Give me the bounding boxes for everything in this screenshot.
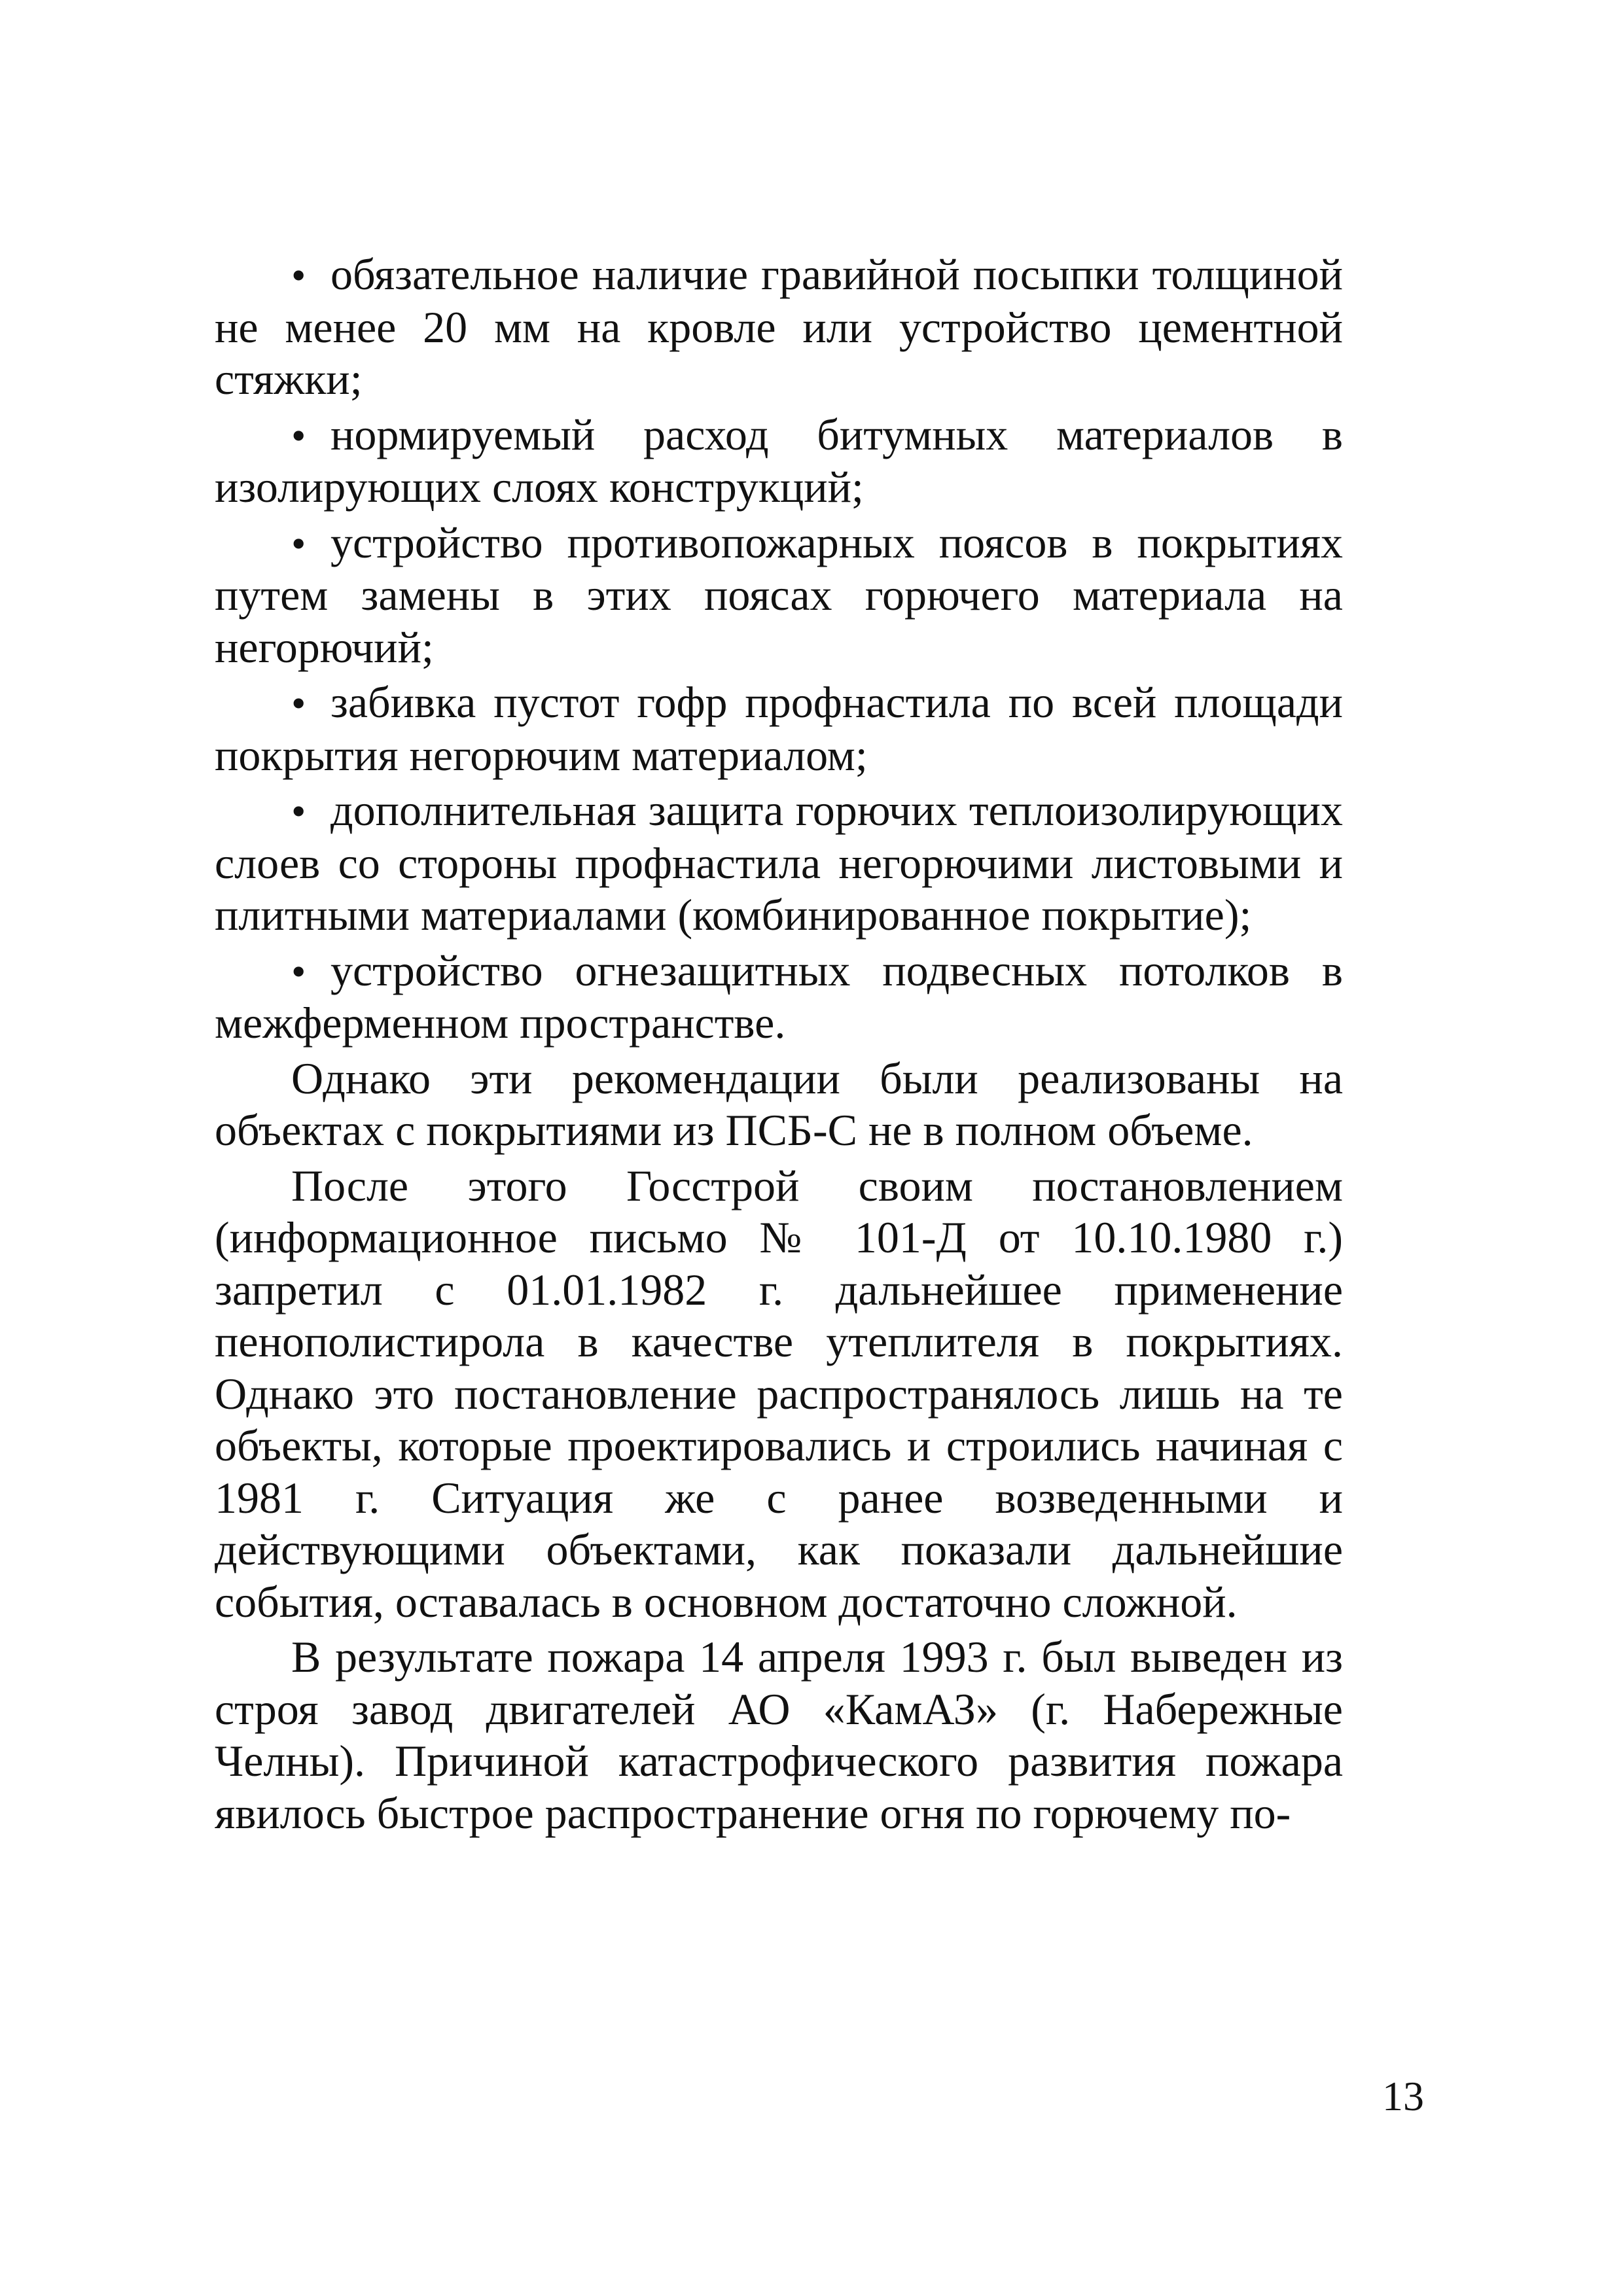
bullet-text-3: устройство противопожарных поясов в покрытиях путем замены в этих поясах горючего материала на негорючий; — [215, 517, 1343, 672]
page-number: 13 — [1382, 2073, 1424, 2119]
bullet-text-6: устройство огнезащитных подвесных потолков в межферменном пространстве. — [215, 945, 1343, 1048]
bullet-text-5: дополнительная защита горючих теплоизолирующих слоев со стороны профнастила негорючими листовыми и плитными материалами (комбинированное покрытие); — [215, 785, 1343, 940]
bullet-text-4: забивка пустот гофр профнастила по всей площади покрытия негорючим материалом; — [215, 677, 1343, 780]
page-body — [215, 249, 1343, 1843]
bullet-icon: • — [291, 947, 306, 995]
bullet-icon: • — [291, 252, 306, 298]
bullet-icon: • — [291, 412, 306, 459]
bullet-icon: • — [291, 520, 306, 567]
paragraph-1: Однако эти рекомендации были реализованы на объектах с покрытиями из ПСБ-С не в полном объеме. — [215, 1053, 1343, 1155]
bullet-icon: • — [291, 680, 306, 726]
bullet-item-3 — [215, 517, 1343, 674]
bullet-icon: • — [291, 788, 306, 834]
bullet-item-4 — [215, 677, 1343, 781]
bullet-item-1 — [215, 249, 1343, 406]
bullet-item-6 — [215, 945, 1343, 1050]
bullet-item-2 — [215, 409, 1343, 514]
bullet-text-1: обязательное наличие гравийной посыпки толщиной не менее 20 мм на кровле или устройство цементной стяжки; — [215, 249, 1343, 404]
bullet-item-5 — [215, 785, 1343, 942]
paragraph-3: В результате пожара 14 апреля 1993 г. был выведен из строя завод двигателей АО «КамАЗ» (г. Набережные Челны). Причиной катастрофического развития пожара явилось быстрое распространение огня по горючему по- — [215, 1632, 1343, 1838]
paragraph-2: После этого Госстрой своим постановлением (информационное письмо № 101-Д от 10.10.1980 г.) запретил с 01.01.1982 г. дальнейшее применение пенополистирола в качестве утеплителя в покрытиях. Однако это постановление распространялось лишь на те объекты, которые проектировались и строились начиная с 1981 г. Ситуация же с ранее возведенными и действующими объектами, как показали дальнейшие события, оставалась в основном достаточно сложной. — [215, 1160, 1343, 1627]
bullet-text-2: нормируемый расход битумных материалов в изолирующих слоях конструкций; — [215, 409, 1343, 512]
